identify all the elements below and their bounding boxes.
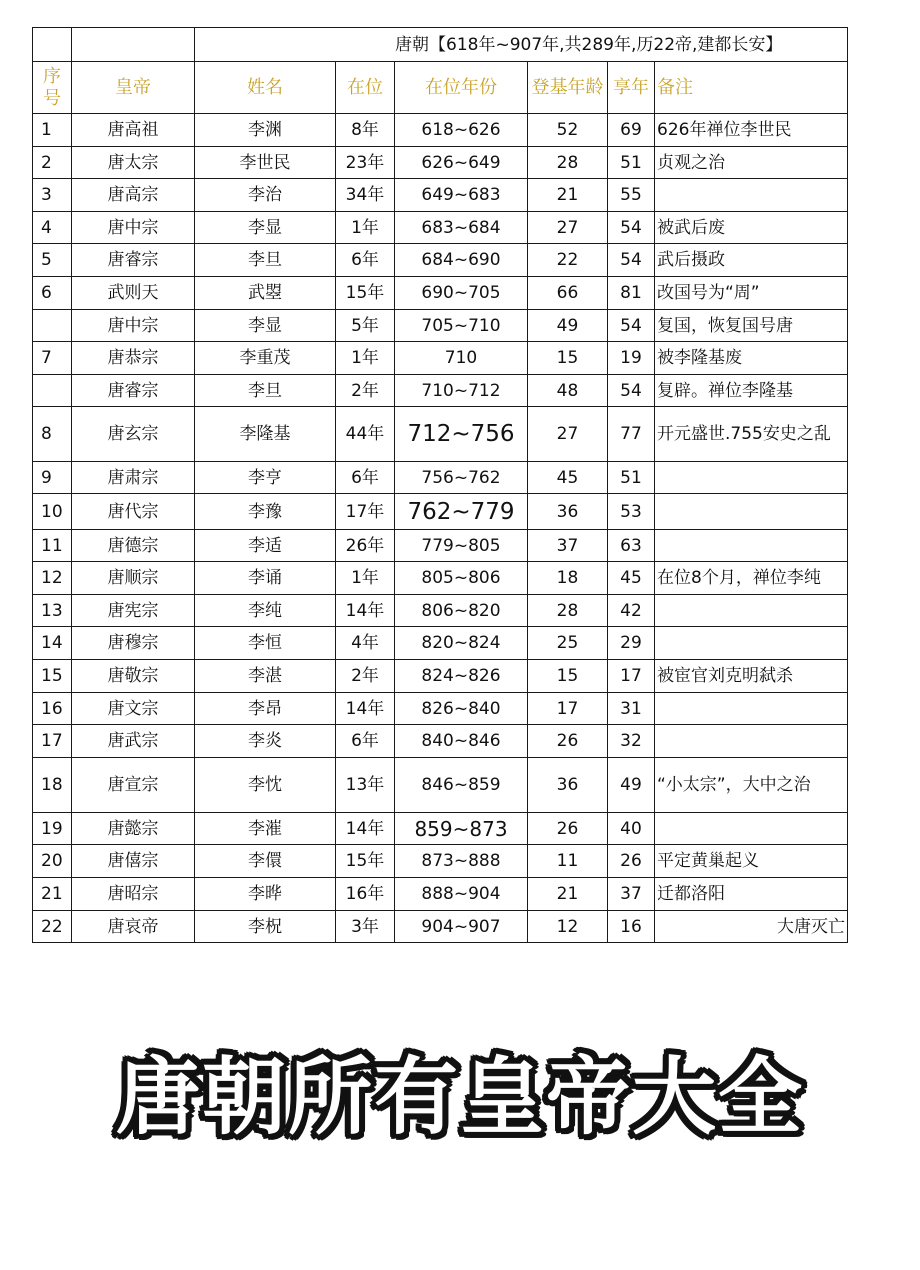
row-seq: 1: [33, 114, 72, 147]
header-name: 姓名: [195, 62, 336, 114]
table-row: [33, 660, 848, 693]
row-years: 684~690: [395, 244, 528, 277]
row-emperor: 唐懿宗: [72, 813, 195, 845]
row-seq: 20: [33, 845, 72, 878]
row-note: [655, 179, 848, 212]
table-row: [33, 845, 848, 878]
row-name: 李漼: [195, 813, 336, 845]
row-reign: 1年: [336, 562, 395, 595]
row-years: 846~859: [395, 758, 528, 813]
table-row: [33, 147, 848, 179]
row-note: 大唐灭亡: [655, 911, 848, 943]
row-accession-age: 45: [528, 462, 608, 494]
row-seq: 22: [33, 911, 72, 943]
row-years: 859~873: [395, 813, 528, 845]
row-note: [655, 693, 848, 725]
row-accession-age: 49: [528, 310, 608, 342]
row-seq: 4: [33, 212, 72, 244]
row-seq: 16: [33, 693, 72, 725]
row-accession-age: 66: [528, 277, 608, 310]
row-years: 649~683: [395, 179, 528, 212]
row-lifespan: 51: [608, 462, 655, 494]
row-reign: 13年: [336, 758, 395, 813]
row-accession-age: 37: [528, 530, 608, 562]
row-reign: 23年: [336, 147, 395, 179]
row-seq: 17: [33, 725, 72, 758]
row-accession-age: 36: [528, 494, 608, 530]
table-row: [33, 813, 848, 845]
row-note: 626年禅位李世民: [655, 114, 848, 147]
table-row: [33, 244, 848, 277]
row-accession-age: 25: [528, 627, 608, 660]
row-emperor: 唐恭宗: [72, 342, 195, 375]
row-name: 李适: [195, 530, 336, 562]
table-row: [33, 627, 848, 660]
header-seq: 序号: [33, 62, 72, 114]
row-name: 李炎: [195, 725, 336, 758]
row-years: 806~820: [395, 595, 528, 627]
row-seq: 19: [33, 813, 72, 845]
row-reign: 17年: [336, 494, 395, 530]
row-emperor: 唐哀帝: [72, 911, 195, 943]
table-row: [33, 375, 848, 407]
row-lifespan: 49: [608, 758, 655, 813]
row-lifespan: 54: [608, 310, 655, 342]
row-lifespan: 55: [608, 179, 655, 212]
row-accession-age: 52: [528, 114, 608, 147]
table-row: [33, 693, 848, 725]
row-name: 李显: [195, 212, 336, 244]
row-years: 820~824: [395, 627, 528, 660]
row-years: 710~712: [395, 375, 528, 407]
table-row: [33, 911, 848, 943]
row-note: 贞观之治: [655, 147, 848, 179]
row-name: 李诵: [195, 562, 336, 595]
row-lifespan: 42: [608, 595, 655, 627]
dynasty-title-row: [33, 28, 848, 62]
row-seq: [33, 375, 72, 407]
row-reign: 14年: [336, 595, 395, 627]
row-seq: [33, 310, 72, 342]
header-years: 在位年份: [395, 62, 528, 114]
table-row: [33, 758, 848, 813]
row-years: 710: [395, 342, 528, 375]
row-emperor: 唐宣宗: [72, 758, 195, 813]
row-years: 712~756: [395, 407, 528, 462]
row-emperor: 唐顺宗: [72, 562, 195, 595]
row-seq: 11: [33, 530, 72, 562]
row-emperor: 唐代宗: [72, 494, 195, 530]
row-emperor: 唐睿宗: [72, 244, 195, 277]
row-accession-age: 21: [528, 179, 608, 212]
table-row: [33, 212, 848, 244]
header-lifespan: 享年: [608, 62, 655, 114]
table-row: [33, 462, 848, 494]
row-years: 824~826: [395, 660, 528, 693]
row-note: [655, 462, 848, 494]
row-name: 李昂: [195, 693, 336, 725]
row-name: 李忱: [195, 758, 336, 813]
row-note: [655, 813, 848, 845]
row-reign: 6年: [336, 462, 395, 494]
row-reign: 16年: [336, 878, 395, 911]
row-years: 762~779: [395, 494, 528, 530]
row-name: 李旦: [195, 375, 336, 407]
row-accession-age: 26: [528, 813, 608, 845]
row-accession-age: 21: [528, 878, 608, 911]
row-accession-age: 28: [528, 147, 608, 179]
row-lifespan: 29: [608, 627, 655, 660]
row-name: 李恒: [195, 627, 336, 660]
row-accession-age: 15: [528, 660, 608, 693]
row-accession-age: 17: [528, 693, 608, 725]
row-lifespan: 81: [608, 277, 655, 310]
row-lifespan: 51: [608, 147, 655, 179]
row-emperor: 武则天: [72, 277, 195, 310]
row-seq: 9: [33, 462, 72, 494]
row-reign: 44年: [336, 407, 395, 462]
row-name: 李湛: [195, 660, 336, 693]
row-accession-age: 11: [528, 845, 608, 878]
row-note: [655, 595, 848, 627]
row-accession-age: 12: [528, 911, 608, 943]
table-row: [33, 277, 848, 310]
poster-title: 唐朝所有皇帝大全: [115, 1048, 804, 1146]
row-lifespan: 77: [608, 407, 655, 462]
row-accession-age: 27: [528, 212, 608, 244]
row-note: [655, 627, 848, 660]
row-lifespan: 40: [608, 813, 655, 845]
row-name: 李治: [195, 179, 336, 212]
table-row: [33, 179, 848, 212]
empty-cell: [72, 28, 195, 62]
header-row: [33, 62, 848, 114]
row-name: 李旦: [195, 244, 336, 277]
row-years: 779~805: [395, 530, 528, 562]
row-reign: 6年: [336, 244, 395, 277]
row-seq: 14: [33, 627, 72, 660]
row-lifespan: 69: [608, 114, 655, 147]
row-note: 被李隆基废: [655, 342, 848, 375]
header-reign: 在位: [336, 62, 395, 114]
row-seq: 2: [33, 147, 72, 179]
empty-cell: [33, 28, 72, 62]
row-reign: 1年: [336, 342, 395, 375]
row-seq: 6: [33, 277, 72, 310]
row-seq: 18: [33, 758, 72, 813]
row-lifespan: 54: [608, 375, 655, 407]
row-accession-age: 15: [528, 342, 608, 375]
row-emperor: 唐文宗: [72, 693, 195, 725]
row-emperor: 唐高祖: [72, 114, 195, 147]
row-accession-age: 22: [528, 244, 608, 277]
row-reign: 15年: [336, 277, 395, 310]
row-seq: 3: [33, 179, 72, 212]
row-accession-age: 27: [528, 407, 608, 462]
row-years: 683~684: [395, 212, 528, 244]
row-years: 904~907: [395, 911, 528, 943]
row-reign: 15年: [336, 845, 395, 878]
row-emperor: 唐太宗: [72, 147, 195, 179]
row-accession-age: 18: [528, 562, 608, 595]
row-name: 李重茂: [195, 342, 336, 375]
row-lifespan: 63: [608, 530, 655, 562]
row-note: 在位8个月，禅位李纯: [655, 562, 848, 595]
row-lifespan: 16: [608, 911, 655, 943]
row-reign: 34年: [336, 179, 395, 212]
row-years: 888~904: [395, 878, 528, 911]
row-note: 迁都洛阳: [655, 878, 848, 911]
row-reign: 6年: [336, 725, 395, 758]
row-lifespan: 17: [608, 660, 655, 693]
row-seq: 10: [33, 494, 72, 530]
row-years: 705~710: [395, 310, 528, 342]
row-name: 李显: [195, 310, 336, 342]
row-lifespan: 19: [608, 342, 655, 375]
row-accession-age: 48: [528, 375, 608, 407]
row-emperor: 唐高宗: [72, 179, 195, 212]
row-lifespan: 45: [608, 562, 655, 595]
table-row: [33, 114, 848, 147]
row-note: [655, 494, 848, 530]
row-reign: 2年: [336, 660, 395, 693]
row-name: 李隆基: [195, 407, 336, 462]
row-note: [655, 530, 848, 562]
row-years: 873~888: [395, 845, 528, 878]
row-emperor: 唐玄宗: [72, 407, 195, 462]
row-lifespan: 37: [608, 878, 655, 911]
row-emperor: 唐中宗: [72, 310, 195, 342]
row-emperor: 唐敬宗: [72, 660, 195, 693]
row-reign: 26年: [336, 530, 395, 562]
dynasty-title: 唐朝【618年~907年,共289年,历22帝,建都长安】: [195, 28, 848, 62]
row-note: [655, 725, 848, 758]
row-name: 李豫: [195, 494, 336, 530]
row-emperor: 唐穆宗: [72, 627, 195, 660]
table-row: [33, 595, 848, 627]
row-seq: 21: [33, 878, 72, 911]
row-lifespan: 54: [608, 244, 655, 277]
row-name: 武曌: [195, 277, 336, 310]
row-accession-age: 36: [528, 758, 608, 813]
row-years: 840~846: [395, 725, 528, 758]
row-reign: 14年: [336, 693, 395, 725]
row-emperor: 唐昭宗: [72, 878, 195, 911]
table-row: [33, 725, 848, 758]
row-lifespan: 53: [608, 494, 655, 530]
row-reign: 2年: [336, 375, 395, 407]
row-seq: 7: [33, 342, 72, 375]
row-name: 李渊: [195, 114, 336, 147]
row-lifespan: 26: [608, 845, 655, 878]
row-note: 平定黄巢起义: [655, 845, 848, 878]
row-name: 李儇: [195, 845, 336, 878]
row-emperor: 唐僖宗: [72, 845, 195, 878]
row-lifespan: 31: [608, 693, 655, 725]
row-seq: 8: [33, 407, 72, 462]
row-name: 李世民: [195, 147, 336, 179]
row-seq: 5: [33, 244, 72, 277]
table-row: [33, 494, 848, 530]
row-years: 626~649: [395, 147, 528, 179]
row-lifespan: 32: [608, 725, 655, 758]
row-lifespan: 54: [608, 212, 655, 244]
row-emperor: 唐德宗: [72, 530, 195, 562]
row-note: 武后摄政: [655, 244, 848, 277]
row-seq: 13: [33, 595, 72, 627]
row-reign: 4年: [336, 627, 395, 660]
row-seq: 12: [33, 562, 72, 595]
row-note: 被宦官刘克明弑杀: [655, 660, 848, 693]
header-accession-age: 登基年龄: [528, 62, 608, 114]
emperors-table: [32, 27, 848, 943]
row-note: 开元盛世.755安史之乱: [655, 407, 848, 462]
row-years: 826~840: [395, 693, 528, 725]
row-name: 李晔: [195, 878, 336, 911]
table-row: [33, 530, 848, 562]
row-years: 756~762: [395, 462, 528, 494]
row-years: 805~806: [395, 562, 528, 595]
row-seq: 15: [33, 660, 72, 693]
table-row: [33, 562, 848, 595]
row-emperor: 唐睿宗: [72, 375, 195, 407]
row-emperor: 唐宪宗: [72, 595, 195, 627]
row-reign: 3年: [336, 911, 395, 943]
row-name: 李柷: [195, 911, 336, 943]
table-row: [33, 407, 848, 462]
row-emperor: 唐中宗: [72, 212, 195, 244]
row-name: 李亨: [195, 462, 336, 494]
table-row: [33, 310, 848, 342]
header-notes: 备注: [655, 62, 848, 114]
table-row: [33, 342, 848, 375]
row-note: 被武后废: [655, 212, 848, 244]
row-emperor: 唐肃宗: [72, 462, 195, 494]
row-accession-age: 26: [528, 725, 608, 758]
row-reign: 5年: [336, 310, 395, 342]
row-years: 618~626: [395, 114, 528, 147]
row-reign: 1年: [336, 212, 395, 244]
row-reign: 14年: [336, 813, 395, 845]
row-note: 复辟。禅位李隆基: [655, 375, 848, 407]
row-reign: 8年: [336, 114, 395, 147]
row-accession-age: 28: [528, 595, 608, 627]
table-row: [33, 878, 848, 911]
row-note: 改国号为“周”: [655, 277, 848, 310]
row-note: “小太宗”，大中之治: [655, 758, 848, 813]
row-years: 690~705: [395, 277, 528, 310]
row-name: 李纯: [195, 595, 336, 627]
row-note: 复国，恢复国号唐: [655, 310, 848, 342]
header-emperor: 皇帝: [72, 62, 195, 114]
row-emperor: 唐武宗: [72, 725, 195, 758]
